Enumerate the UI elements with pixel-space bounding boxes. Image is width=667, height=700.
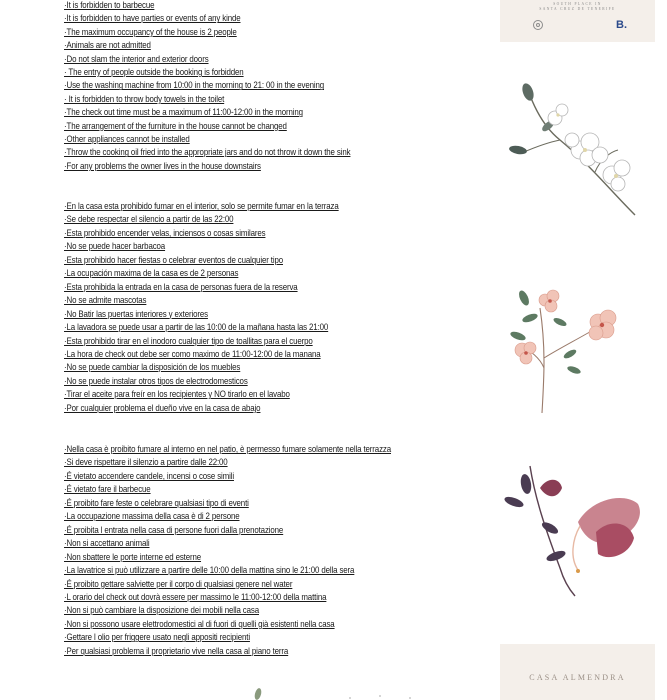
rule-item: · It is forbidden to throw body towels in the toilet: [64, 93, 225, 104]
rule-item: ·Non sbattere le porte interne ed esterne: [64, 551, 202, 562]
rule-item: ·Non si accettano animali: [64, 538, 150, 549]
rule-item: ·Animals are not admitted: [64, 40, 151, 51]
rule-item: ·Do not slam the interior and exterior doors: [64, 53, 209, 64]
sidebar-header-card: [500, 0, 655, 42]
rule-item: ·É proibito fare feste o celebrare qualsiasi tipo di eventi: [64, 497, 249, 508]
hibiscus-illustration: [500, 458, 655, 598]
rule-item: ·No Batir las puertas interiores y exteriores: [64, 308, 208, 319]
rule-item: ·No se admite mascotas: [64, 295, 147, 306]
rule-item: ·Si deve rispettare il silenzio a partire dalle 22:00: [64, 457, 228, 468]
rule-item: ·Non si può cambiare la disposizione dei mobili nella casa: [64, 605, 259, 616]
pink-flower-illustration: [500, 278, 655, 418]
rule-item: ·The maximum occupancy of the house is 2 people: [64, 26, 237, 37]
rule-item: ·Throw the cooking oil fried into the appropriate jars and do not throw it down the sink: [64, 147, 351, 158]
white-flower-illustration: [500, 80, 655, 220]
rule-item: ·No se puede instalar otros tipos de electrodomesticos: [64, 375, 248, 386]
rule-item: ·É vietato accendere candele, incensi o cose simili: [64, 470, 234, 481]
rule-item: ·La ocupación maxima de la casa es de 2 personas: [64, 268, 239, 279]
rule-item: ·En la casa esta prohibido fumar en el interior, solo se permite fumar en la terraza: [64, 201, 339, 211]
rule-item: ·The arrangement of the furniture in the house cannot be changed: [64, 120, 287, 131]
rule-item: ·Esta prohibido hacer fiestas o celebrar eventos de cualquier tipo: [64, 254, 284, 265]
rule-item: ·Se debe respectar el silencio a partir de las 22:00: [64, 214, 234, 225]
rule-item: ·Use the washing machine from 10:00 in the morning to 21: 00 in the evening: [64, 80, 325, 91]
rule-item: ·La lavadora se puede usar a partir de las 10:00 de la mañana hasta las 21:00: [64, 322, 329, 333]
address-text: [500, 2, 655, 11]
address-line-1: SOUTH PLACE IN: [553, 2, 602, 6]
sidebar-footer-card: [500, 644, 655, 700]
booking-icon: B.: [616, 19, 627, 31]
rule-item: ·La hora de check out debe ser como maximo de 11:00-12:00 de la manana: [64, 348, 321, 359]
rule-item: ·La lavatrice si può utilizzare a partire delle 10:00 della mattina sino le 21:00 della sera: [64, 565, 355, 576]
rule-item: ·Tirar el aceite para freír en los recipientes y NO tirarlo en el lavabo: [64, 389, 290, 400]
rule-item: ·For any problems the owner lives in the house downstairs: [64, 160, 261, 171]
rule-item: ·Per qualsiasi problema il proprietario vive nella casa al piano terra: [64, 645, 289, 656]
rule-item: ·Non si possono usare elettrodomestici al di fuori di quelli già esistenti nella casa: [64, 618, 335, 629]
rule-item: ·Nella casa è proibito fumare al interno en nel patio, è permesso fumare solamente nella terrazza: [64, 444, 391, 454]
rule-item: ·L orario del check out dovrà essere per massimo le 11:00-12:00 della mattina: [64, 591, 327, 602]
address-line-2: SANTA CRUZ DE TENERIFE: [539, 6, 616, 11]
rule-item: ·Other appliances cannot be installed: [64, 134, 190, 144]
rule-item: · The entry of people outside the booking is forbidden: [64, 67, 244, 77]
rule-item: ·No se puede cambiar la disposición de los muebles: [64, 362, 241, 373]
rule-item: ·It is forbidden to barbecue: [64, 0, 155, 10]
rule-item: ·It is forbidden to have parties or events of any kinde: [64, 13, 241, 24]
rule-item: ·No se puede hacer barbacoa: [64, 241, 166, 252]
rule-item: ·Gettare l olio per friggere usato negli appositi recipienti: [64, 632, 250, 643]
rule-item: ·É proibita l entrata nella casa di persone fuori dalla prenotazione: [64, 524, 284, 535]
instagram-icon: [533, 20, 543, 30]
rule-item: ·É vietato fare il barbecue: [64, 484, 151, 495]
rule-item: ·The check out time must be a maximum of 11:00-12:00 in the morning: [64, 107, 303, 118]
rule-item: ·Esta prohibida la entrada en la casa de personas fuera de la reserva: [64, 281, 298, 292]
rule-item: ·É proibito gettare salviette per il corpo di qualsiasi genere nel water: [64, 578, 293, 589]
rule-item: ·Esta prohibido tirar en el inodoro cualquier tipo de toallitas para el cuerpo: [64, 335, 313, 346]
bottom-decoration: [250, 684, 420, 700]
rule-item: ·Por cualquier problema el dueño vive en la casa de abajo: [64, 402, 261, 413]
rule-item: ·La occupazione massima della casa è di 2 persone: [64, 511, 240, 522]
rule-item: ·Esta prohibido encender velas, inciensos o cosas similares: [64, 227, 266, 238]
brand-name: CASA ALMENDRA: [529, 673, 626, 682]
